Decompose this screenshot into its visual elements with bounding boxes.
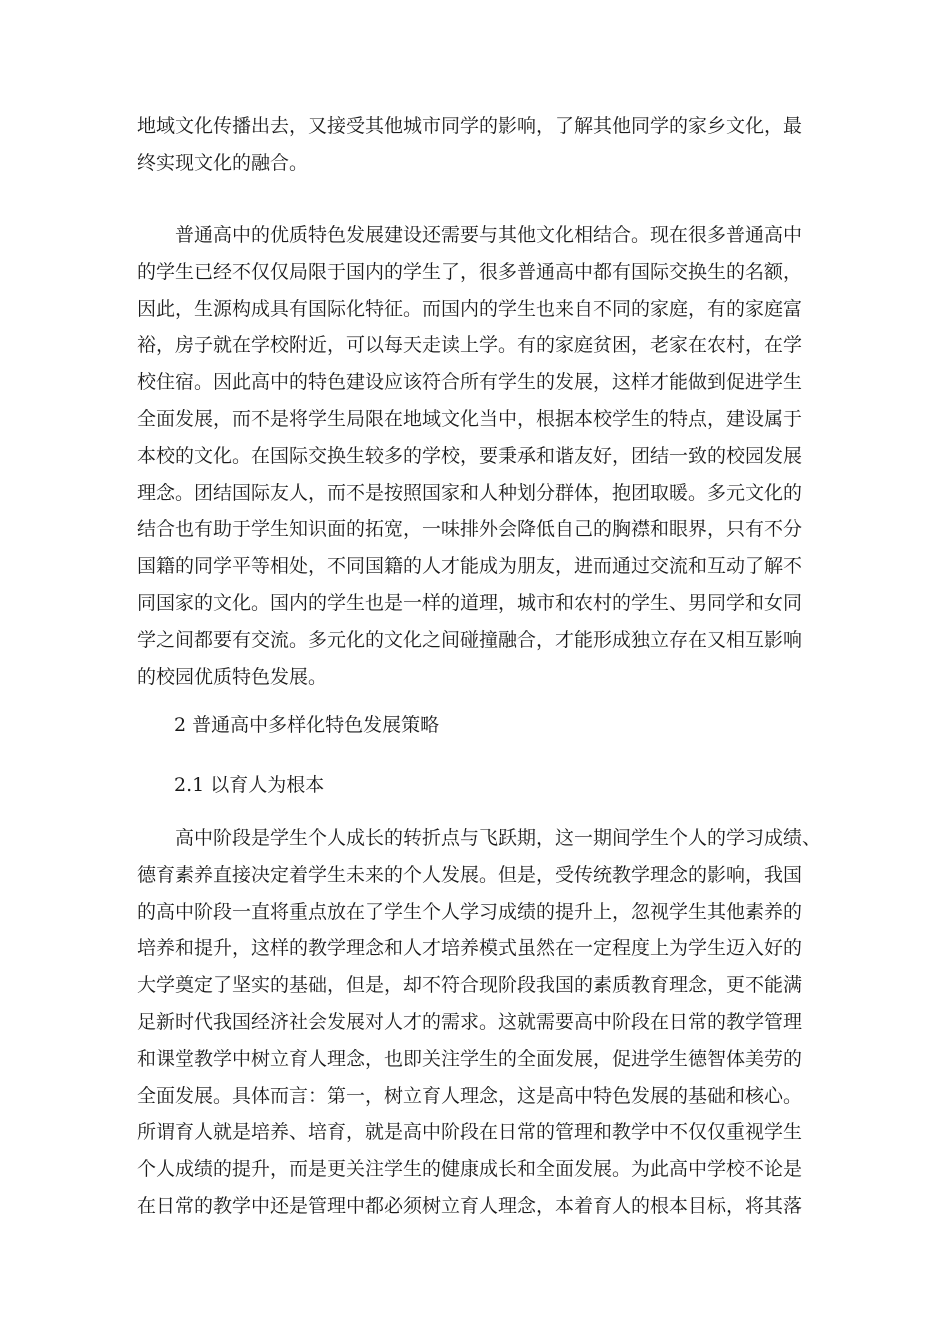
- paragraph-line: 学之间都要有交流。多元化的文化之间碰撞融合，才能形成独立存在又相互影响: [137, 628, 803, 651]
- paragraph-line: 裕，房子就在学校附近，可以每天走读上学。有的家庭贫困，老家在农村，在学: [137, 334, 803, 357]
- paragraph-line: 的校园优质特色发展。: [137, 665, 328, 688]
- paragraph-line: 大学奠定了坚实的基础，但是，却不符合现阶段我国的素质教育理念，更不能满: [137, 974, 803, 997]
- paragraph-line: 培养和提升，这样的教学理念和人才培养模式虽然在一定程度上为学生迈入好的: [137, 937, 803, 960]
- subsection-heading: 2.1 以育人为根本: [174, 774, 325, 796]
- paragraph-line: 的学生已经不仅仅局限于国内的学生了，很多普通高中都有国际交换生的名额，: [137, 260, 803, 283]
- paragraph-line: 足新时代我国经济社会发展对人才的需求。这就需要高中阶段在日常的教学管理: [137, 1010, 803, 1033]
- paragraph-line: 普通高中的优质特色发展建设还需要与其他文化相结合。现在很多普通高中: [137, 224, 803, 246]
- paragraph-line: 同国家的文化。国内的学生也是一样的道理，城市和农村的学生、男同学和女同: [137, 591, 803, 614]
- paragraph-line: 在日常的教学中还是管理中都必须树立育人理念，本着育人的根本目标，将其落: [137, 1194, 803, 1217]
- paragraph-line: 所谓育人就是培养、培育，就是高中阶段在日常的管理和教学中不仅仅重视学生: [137, 1121, 803, 1144]
- paragraph-line: 全面发展。具体而言：第一，树立育人理念，这是高中特色发展的基础和核心。: [137, 1084, 803, 1107]
- paragraph-line: 全面发展，而不是将学生局限在地域文化当中，根据本校学生的特点，建设属于: [137, 407, 803, 430]
- paragraph-line: 和课堂教学中树立育人理念，也即关注学生的全面发展，促进学生德智体美劳的: [137, 1047, 803, 1070]
- paragraph-line: 德育素养直接决定着学生未来的个人发展。但是，受传统教学理念的影响，我国: [137, 863, 803, 886]
- section-heading: 2 普通高中多样化特色发展策略: [174, 714, 440, 736]
- paragraph-1: [137, 108, 825, 182]
- paragraph-line: 结合也有助于学生知识面的拓宽，一味排外会降低自己的胸襟和眼界，只有不分: [137, 518, 803, 541]
- paragraph-line: 终实现文化的融合。: [137, 151, 309, 174]
- paragraph-3: [137, 820, 825, 1225]
- paragraph-line: 地域文化传播出去，又接受其他城市同学的影响，了解其他同学的家乡文化，最: [137, 115, 803, 137]
- paragraph-line: 的高中阶段一直将重点放在了学生个人学习成绩的提升上，忽视学生其他素养的: [137, 900, 803, 923]
- paragraph-line: 校住宿。因此高中的特色建设应该符合所有学生的发展，这样才能做到促进学生: [137, 371, 803, 394]
- paragraph-2: [137, 217, 825, 695]
- paragraph-line: 本校的文化。在国际交换生较多的学校，要秉承和谐友好，团结一致的校园发展: [137, 444, 803, 467]
- paragraph-line: 个人成绩的提升，而是更关注学生的健康成长和全面发展。为此高中学校不论是: [137, 1158, 803, 1181]
- paragraph-line: 理念。团结国际友人，而不是按照国家和人种划分群体，抱团取暖。多元文化的: [137, 481, 803, 504]
- paragraph-line: 国籍的同学平等相处，不同国籍的人才能成为朋友，进而通过交流和互动了解不: [137, 555, 803, 578]
- paragraph-line: 高中阶段是学生个人成长的转折点与飞跃期，这一期间学生个人的学习成绩、: [137, 827, 822, 849]
- paragraph-line: 因此，生源构成具有国际化特征。而国内的学生也来自不同的家庭，有的家庭富: [137, 297, 803, 320]
